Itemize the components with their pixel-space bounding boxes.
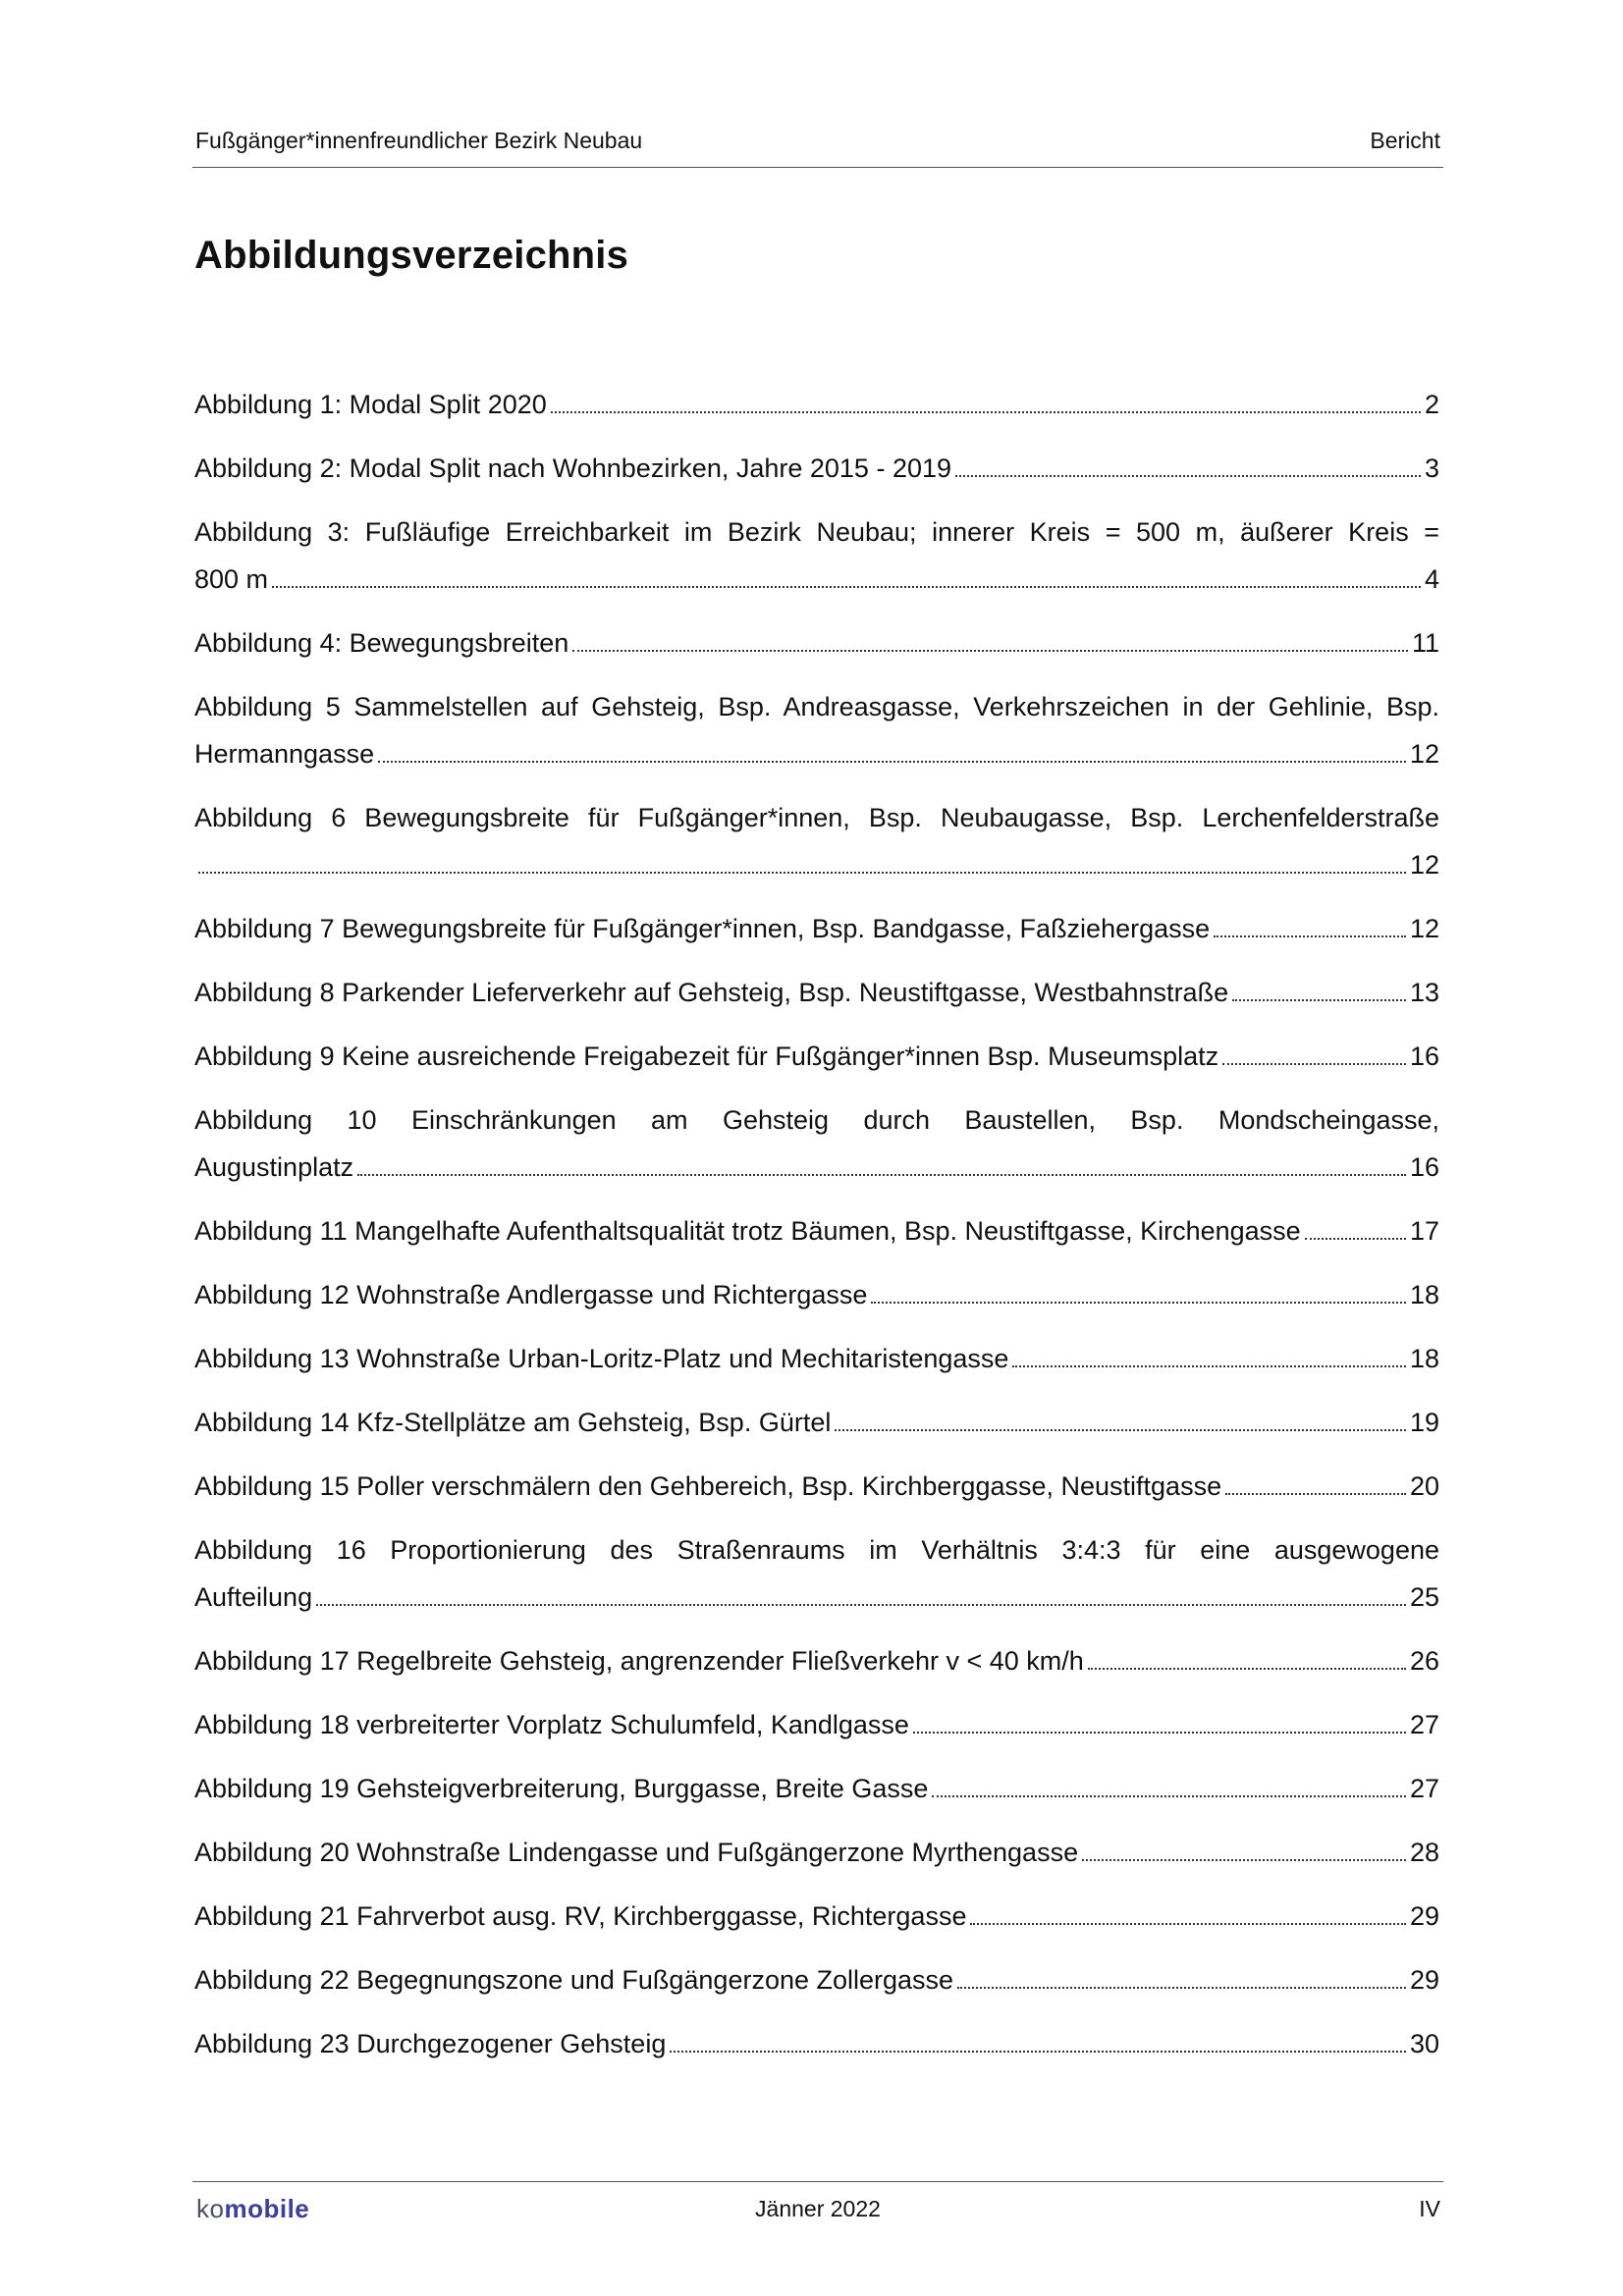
- dot-leader: [272, 586, 1421, 588]
- toc-entry-text: Abbildung 7 Bewegungsbreite für Fußgänger*innen, Bsp. Bandgasse, Faßziehergasse: [194, 914, 1211, 943]
- toc-entry-text: Abbildung 3: Fußläufige Erreichbarkeit im Bezirk Neubau; innerer Kreis = 500 m, äußerer Kreis =: [194, 517, 1439, 547]
- dot-leader: [1232, 999, 1406, 1001]
- toc-entry[interactable]: [194, 381, 1439, 428]
- toc-entry[interactable]: [194, 1701, 1439, 1748]
- dot-leader: [957, 1987, 1406, 1989]
- toc-entry[interactable]: [194, 1399, 1439, 1446]
- toc-entry-page: 17: [1409, 1216, 1439, 1246]
- toc-entry-text: Abbildung 17 Regelbreite Gehsteig, angrenzender Fließverkehr v < 40 km/h: [194, 1646, 1084, 1676]
- toc-entry-text: Abbildung 20 Wohnstraße Lindengasse und Fußgängerzone Myrthengasse: [194, 1838, 1079, 1867]
- dot-leader: [1012, 1365, 1406, 1367]
- header-section-label: Bericht: [1370, 128, 1440, 153]
- toc-entry[interactable]: [194, 1526, 1439, 1621]
- toc-entry-page: 12: [1409, 914, 1439, 943]
- footer-date: Jänner 2022: [755, 2196, 881, 2221]
- dot-leader: [932, 1795, 1406, 1797]
- toc-entry[interactable]: [194, 1463, 1439, 1510]
- toc-entry[interactable]: [194, 1637, 1439, 1684]
- toc-entry[interactable]: [194, 683, 1439, 777]
- toc-entry-page: 16: [1409, 1041, 1439, 1071]
- toc-entry[interactable]: [194, 969, 1439, 1016]
- toc-entry-text: Abbildung 9 Keine ausreichende Freigabezeit für Fußgänger*innen Bsp. Museumsplatz: [194, 1041, 1219, 1071]
- dot-leader: [378, 761, 1406, 763]
- toc-entry-page: 2: [1424, 390, 1439, 419]
- toc-entry-page: 13: [1409, 978, 1439, 1007]
- toc-entry[interactable]: [194, 1829, 1439, 1876]
- toc-entry-page: 16: [1409, 1152, 1439, 1182]
- dot-leader: [1225, 1493, 1406, 1495]
- toc-entry-text: Abbildung 5 Sammelstellen auf Gehsteig, Bsp. Andreasgasse, Verkehrszeichen in der Gehlinie, Bsp.: [194, 692, 1439, 721]
- dot-leader: [1088, 1668, 1406, 1670]
- toc-entry-text: Abbildung 1: Modal Split 2020: [194, 390, 547, 419]
- toc-entry-page: 26: [1409, 1646, 1439, 1676]
- dot-leader: [316, 1604, 1406, 1606]
- toc-entry[interactable]: [194, 1765, 1439, 1812]
- toc-entry[interactable]: [194, 445, 1439, 492]
- toc-entry-text: Abbildung 23 Durchgezogener Gehsteig: [194, 2029, 667, 2058]
- dot-leader: [1305, 1238, 1406, 1240]
- toc-entry-text: Hermanngasse: [194, 739, 375, 769]
- page-header: [192, 124, 1443, 168]
- toc-entry-page: 29: [1409, 1965, 1439, 1995]
- toc-entry-text: Abbildung 22 Begegnungszone und Fußgängerzone Zollergasse: [194, 1965, 954, 1995]
- dot-leader: [835, 1429, 1406, 1431]
- toc-entry-text: Abbildung 11 Mangelhafte Aufenthaltsqualität trotz Bäumen, Bsp. Neustiftgasse, Kirchengasse: [194, 1216, 1301, 1246]
- toc-entry[interactable]: [194, 794, 1439, 888]
- toc-entry-text: Abbildung 6 Bewegungsbreite für Fußgänger*innen, Bsp. Neubaugasse, Bsp. Lerchenfelderstraße: [194, 803, 1439, 832]
- dot-leader: [198, 872, 1406, 874]
- page-title: Abbildungsverzeichnis: [194, 234, 629, 277]
- toc-entry-page: 18: [1409, 1344, 1439, 1373]
- toc-entry-text: Augustinplatz: [194, 1152, 354, 1182]
- toc-entry-page: 29: [1409, 1901, 1439, 1931]
- toc-entry[interactable]: [194, 2020, 1439, 2067]
- toc-entry-page: 27: [1409, 1710, 1439, 1739]
- toc-entry-page: 4: [1424, 564, 1439, 594]
- toc-entry-text: Abbildung 8 Parkender Lieferverkehr auf Gehsteig, Bsp. Neustiftgasse, Westbahnstraße: [194, 978, 1229, 1007]
- toc-entry-text: Abbildung 12 Wohnstraße Andlergasse und Richtergasse: [194, 1280, 868, 1309]
- toc-entry-page: 12: [1409, 739, 1439, 769]
- header-document-title: Fußgänger*innenfreundlicher Bezirk Neubau: [195, 128, 643, 153]
- toc-entry[interactable]: [194, 1893, 1439, 1940]
- dot-leader: [970, 1923, 1405, 1925]
- dot-leader: [955, 475, 1421, 477]
- toc-entry-page: 27: [1409, 1774, 1439, 1803]
- toc-entry-page: 11: [1411, 628, 1439, 658]
- page-footer: [192, 2181, 1443, 2241]
- toc-entry[interactable]: [194, 1033, 1439, 1080]
- toc-entry-text: Abbildung 10 Einschränkungen am Gehsteig durch Baustellen, Bsp. Mondscheingasse,: [194, 1105, 1439, 1135]
- dot-leader: [871, 1302, 1406, 1304]
- toc-entry[interactable]: [194, 1956, 1439, 2003]
- toc-entry[interactable]: [194, 905, 1439, 952]
- toc-entry-text: Abbildung 16 Proportionierung des Straßenraums im Verhältnis 3:4:3 für eine ausgewogene: [194, 1535, 1439, 1565]
- dot-leader: [1082, 1859, 1406, 1861]
- toc-entry-page: 25: [1409, 1582, 1439, 1612]
- dot-leader: [1222, 1063, 1406, 1065]
- toc-entry-text: 800 m: [194, 564, 269, 594]
- toc-entry[interactable]: [194, 508, 1439, 603]
- toc-entry-page: 19: [1409, 1408, 1439, 1437]
- toc-entry-page: 20: [1409, 1471, 1439, 1501]
- toc-entry-page: 3: [1424, 454, 1439, 483]
- footer-page-number: IV: [1419, 2196, 1440, 2221]
- toc-entry[interactable]: [194, 1271, 1439, 1318]
- toc-entry[interactable]: [194, 1207, 1439, 1255]
- dot-leader: [913, 1732, 1406, 1734]
- toc-entry[interactable]: [194, 1335, 1439, 1382]
- toc-entry-page: 18: [1409, 1280, 1439, 1309]
- figure-list: [194, 381, 1439, 2084]
- toc-entry-text: Abbildung 19 Gehsteigverbreiterung, Burggasse, Breite Gasse: [194, 1774, 929, 1803]
- toc-entry-text: Abbildung 21 Fahrverbot ausg. RV, Kirchberggasse, Richtergasse: [194, 1901, 967, 1931]
- toc-entry[interactable]: [194, 1096, 1439, 1191]
- toc-entry-text: Abbildung 18 verbreiterter Vorplatz Schulumfeld, Kandlgasse: [194, 1710, 909, 1739]
- toc-entry-page: 30: [1409, 2029, 1439, 2058]
- dot-leader: [1214, 935, 1406, 937]
- dot-leader: [572, 650, 1408, 652]
- toc-entry-text: Abbildung 4: Bewegungsbreiten: [194, 628, 569, 658]
- dot-leader: [357, 1174, 1406, 1176]
- toc-entry-page: 12: [1409, 850, 1439, 880]
- toc-entry-text: Abbildung 14 Kfz-Stellplätze am Gehsteig, Bsp. Gürtel: [194, 1408, 832, 1437]
- toc-entry-text: Abbildung 15 Poller verschmälern den Gehbereich, Bsp. Kirchberggasse, Neustiftgasse: [194, 1471, 1222, 1501]
- toc-entry-text: Abbildung 2: Modal Split nach Wohnbezirken, Jahre 2015 - 2019: [194, 454, 952, 483]
- dot-leader: [551, 411, 1421, 413]
- toc-entry-page: 28: [1409, 1838, 1439, 1867]
- komobile-logo: komobile: [196, 2194, 310, 2223]
- toc-entry-text: Aufteilung: [194, 1582, 313, 1612]
- dot-leader: [670, 2051, 1406, 2053]
- toc-entry-text: Abbildung 13 Wohnstraße Urban-Loritz-Platz und Mechitaristengasse: [194, 1344, 1009, 1373]
- toc-entry[interactable]: [194, 619, 1439, 667]
